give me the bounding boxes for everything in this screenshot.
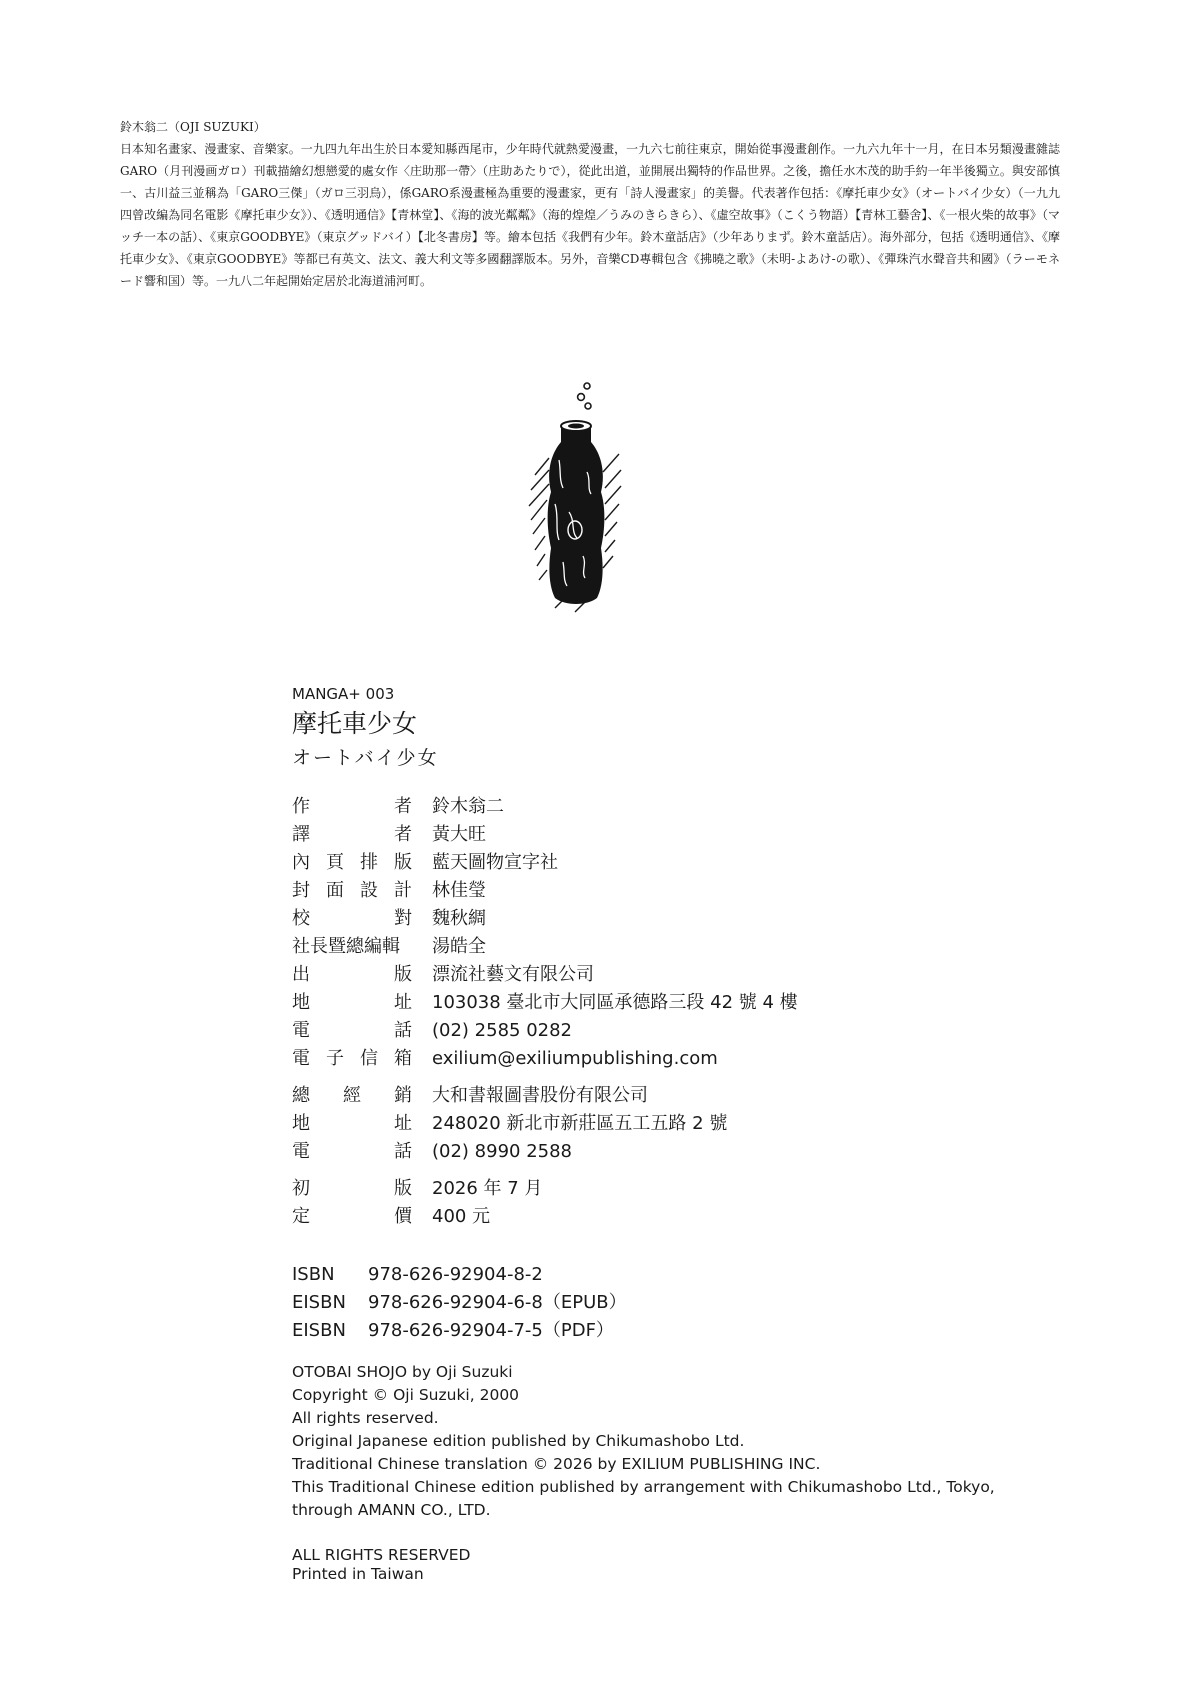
series-number: MANGA+ 003 (292, 685, 395, 703)
isbn-label: EISBN (292, 1320, 346, 1341)
credit-value: 林佳瑩 (432, 880, 486, 901)
rights-notice (292, 1546, 1052, 1584)
credit-value: 魏秋綢 (432, 908, 486, 929)
copyright-line: through AMANN CO., LTD. (292, 1501, 491, 1519)
credit-email (292, 1045, 1052, 1073)
credit-publisher (292, 961, 1052, 989)
credit-label: 電 話 (292, 1020, 412, 1041)
credit-label: 總 經 銷 (292, 1085, 412, 1106)
credit-value: 2026 年 7 月 (432, 1178, 543, 1199)
credits-group-edition (292, 1175, 1052, 1231)
credit-label: 校 對 (292, 908, 412, 929)
copyright-line: This Traditional Chinese edition published by arrangement with Chikumashobo Ltd., Tokyo, (292, 1478, 995, 1496)
isbn-print (292, 1261, 1052, 1289)
credit-label: 電 話 (292, 1141, 412, 1162)
credit-distributor-address (292, 1110, 1052, 1138)
rights-line: ALL RIGHTS RESERVED (292, 1546, 471, 1564)
credit-label: 社長暨總編輯 (292, 936, 400, 957)
credit-label: 出 版 (292, 964, 412, 985)
credit-label: 內 頁 排 版 (292, 852, 412, 873)
credit-phone (292, 1017, 1052, 1045)
author-bio-text: 日本知名畫家、漫畫家、音樂家。一九四九年出生於日本愛知縣西尾市，少年時代就熱愛漫畫，一九六七前往東京，開始從事漫畫創作。一九六九年十一月，在日本另類漫畫雜誌GARO（月刊漫画ガロ）刊載描繪幻想戀愛的處女作〈庄助那一帶〉（庄助あたりで），從此出道，並開展出獨特的作品世界。之後，擔任水木茂的助手約一年半後獨立。與安部慎一、古川益三並稱為「GARO三傑」（ガロ三羽烏），係GARO系漫畫極為重要的漫畫家，更有「詩人漫畫家」的美譽。代表著作包括：《摩托車少女》（オートバイ少女）（一九九四曾改編為同名電影《摩托車少女》）、《透明通信》【青林堂】、《海的波光粼粼》（海的煌煌／うみのきらきら）、《虛空故事》（こくう物語）【青林工藝舍】、《一根火柴的故事》（マッチ一本の話）、《東京GOODBYE》（東京グッドバイ）【北冬書房】等。繪本包括《我們有少年。鈴木童話店》（少年ありまず。鈴木童話店）。海外部分，包括《透明通信》、《摩托車少女》、《東京GOODBYE》等都已有英文、法文、義大利文等多國翻譯版本。另外，音樂CD專輯包含《拂曉之歌》（未明-よあけ-の歌）、《彈珠汽水聲音共和國》（ラーモネード響和国）等。一九八二年起開始定居於北海道浦河町。 (120, 142, 1060, 288)
isbn-value: 978-626-92904-7-5（PDF） (368, 1320, 614, 1341)
colophon (292, 682, 1052, 1584)
credit-value: 黃大旺 (432, 824, 486, 845)
credit-label: 地 址 (292, 1113, 412, 1134)
credits-group-distribution (292, 1082, 1052, 1166)
author-bio-heading: 鈴木翁二（OJI SUZUKI） (120, 120, 266, 134)
credit-translator (292, 821, 1052, 849)
credit-author (292, 793, 1052, 821)
isbn-block (292, 1261, 1052, 1345)
printed-in-line: Printed in Taiwan (292, 1565, 424, 1583)
credit-value: 漂流社藝文有限公司 (432, 964, 594, 985)
ramune-bottle-icon (525, 380, 625, 620)
credit-label: 封 面 設 計 (292, 880, 412, 901)
copyright-line: Copyright © Oji Suzuki, 2000 (292, 1386, 520, 1404)
copyright-line: OTOBAI SHOJO by Oji Suzuki (292, 1363, 513, 1381)
credit-label: 作 者 (292, 796, 412, 817)
isbn-value: 978-626-92904-6-8（EPUB） (368, 1292, 627, 1313)
credit-address (292, 989, 1052, 1017)
isbn-label: EISBN (292, 1292, 346, 1313)
book-title-chinese: 摩托車少女 (292, 709, 418, 738)
credit-editor-in-chief (292, 933, 1052, 961)
english-copyright (292, 1361, 1052, 1522)
book-title-japanese: オートバイ少女 (292, 747, 439, 769)
credits (292, 793, 1052, 1231)
credit-label: 電 子 信 箱 (292, 1048, 412, 1069)
credits-group-publishing (292, 793, 1052, 1073)
credit-label: 定 價 (292, 1206, 412, 1227)
credit-cover-design (292, 877, 1052, 905)
isbn-pdf (292, 1317, 1052, 1345)
credit-distributor (292, 1082, 1052, 1110)
credit-layout (292, 849, 1052, 877)
credit-value: 248020 新北市新莊區五工五路 2 號 (432, 1113, 728, 1134)
credit-value: 湯皓全 (432, 936, 486, 957)
credit-value: (02) 2585 0282 (432, 1020, 573, 1041)
credit-label: 譯 者 (292, 824, 412, 845)
isbn-value: 978-626-92904-8-2 (368, 1264, 543, 1285)
credit-value: 鈴木翁二 (432, 796, 504, 817)
isbn-label: ISBN (292, 1264, 335, 1285)
credit-distributor-phone (292, 1138, 1052, 1166)
credit-value: 103038 臺北市大同區承德路三段 42 號 4 樓 (432, 992, 798, 1013)
credit-value: (02) 8990 2588 (432, 1141, 573, 1162)
copyright-line: Traditional Chinese translation © 2026 by EXILIUM PUBLISHING INC. (292, 1455, 821, 1473)
credit-label: 初 版 (292, 1178, 412, 1199)
credit-price (292, 1203, 1052, 1231)
author-bio (120, 116, 1060, 292)
credit-label: 地 址 (292, 992, 412, 1013)
credit-value: 400 元 (432, 1206, 491, 1227)
credit-value: 藍天圖物宣字社 (432, 852, 558, 873)
isbn-epub (292, 1289, 1052, 1317)
credit-value: exilium@exiliumpublishing.com (432, 1048, 718, 1069)
credit-proofreading (292, 905, 1052, 933)
credit-value: 大和書報圖書股份有限公司 (432, 1085, 648, 1106)
copyright-line: All rights reserved. (292, 1409, 439, 1427)
credit-first-edition (292, 1175, 1052, 1203)
copyright-line: Original Japanese edition published by Chikumashobo Ltd. (292, 1432, 745, 1450)
